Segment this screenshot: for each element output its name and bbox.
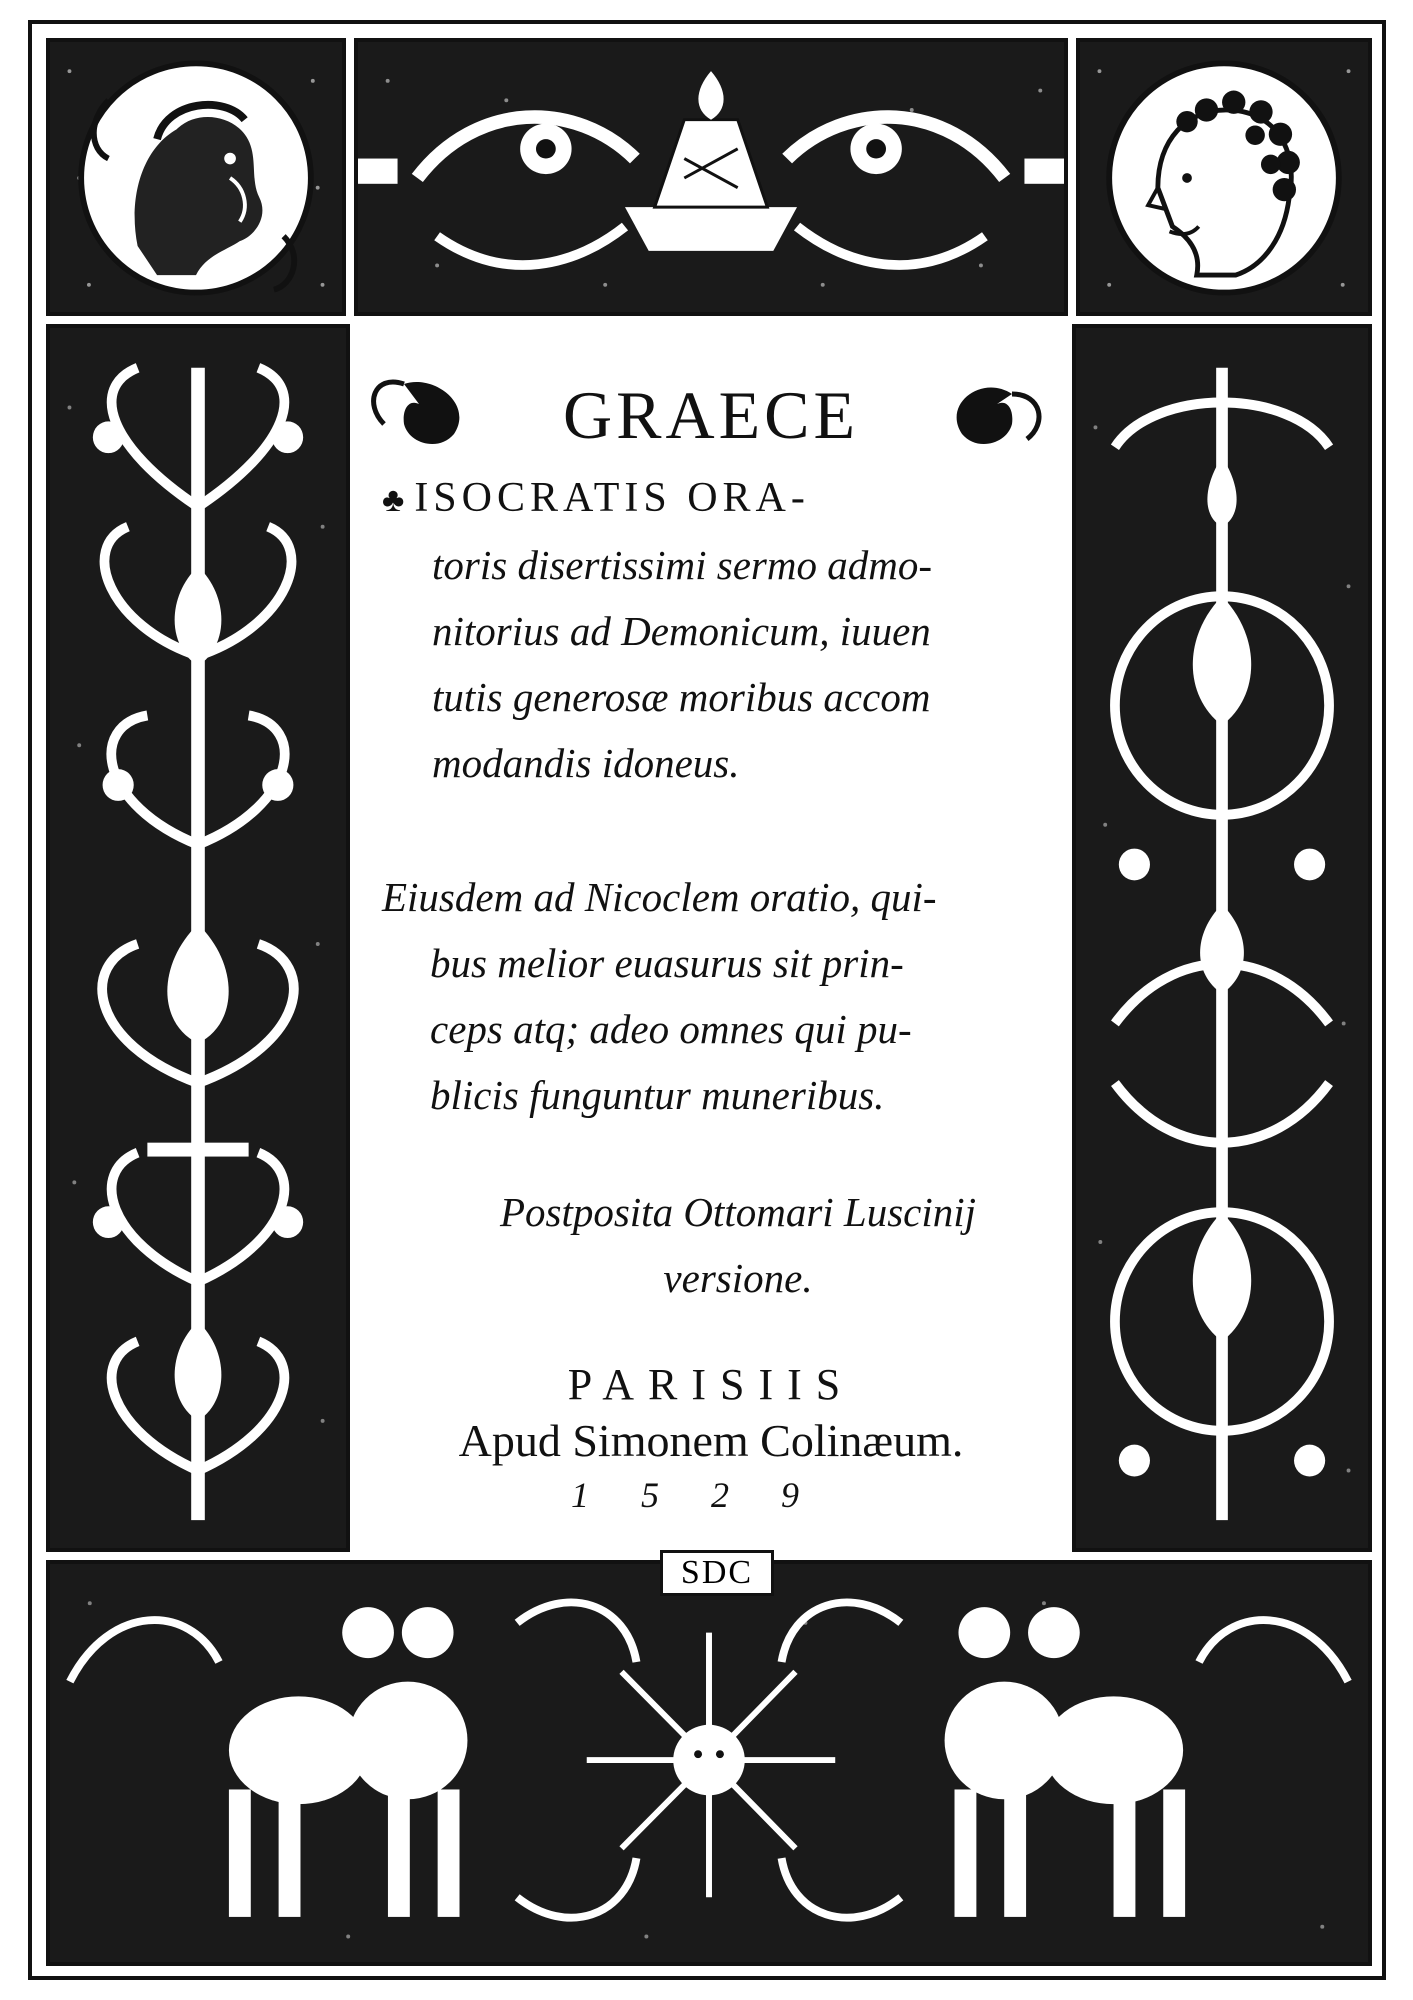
imprint-city: PARISIIS [567,1360,855,1409]
second-oration-paragraph [382,864,1052,1128]
subtitle-line: modandis idoneus. [432,740,740,786]
satyrs-sun-face-ornament [46,1560,1372,1966]
left-floral-column [46,324,350,1552]
subtitle-line: tutis generosæ moribus accom [432,674,931,720]
clover-fleuron-icon: ♣ [382,482,405,519]
imprint-printer: Apud Simonem Colinæum. [458,1415,964,1466]
subtitle-line: nitorius ad Demonicum, iuuen [432,608,931,654]
oration-line: ceps atq; adeo omnes qui pu- [430,1006,912,1052]
subtitle-first-text: ISOCRATIS ORA- [414,475,810,521]
translation-line: Postposita Ottomari Luscinij [499,1189,977,1235]
oration-line: blicis funguntur muneribus. [430,1072,885,1118]
bearded-man-profile-medallion [46,38,346,316]
title-text-block [358,324,1064,1552]
right-floral-column [1072,324,1372,1552]
oration-line: Eiusdem ad Nicoclem oratio, qui- [382,874,937,920]
curly-haired-man-profile-medallion [1076,38,1372,316]
imprint-year: 1529 [571,1475,851,1515]
right-leaf-ornament-icon [932,364,1052,454]
subtitle-line: toris disertissimi sermo admo- [432,542,933,588]
title-page [28,20,1386,1980]
subtitle-paragraph [432,532,1052,796]
translation-note [428,1179,1048,1311]
subtitle-first-line [382,474,1062,522]
oration-line: bus melior euasurus sit prin- [430,940,904,986]
printer-mark-label: SDC [660,1550,774,1596]
translation-line: versione. [663,1255,813,1301]
main-title: GRAECE [563,377,859,453]
vase-foliage-ornament [354,38,1068,316]
